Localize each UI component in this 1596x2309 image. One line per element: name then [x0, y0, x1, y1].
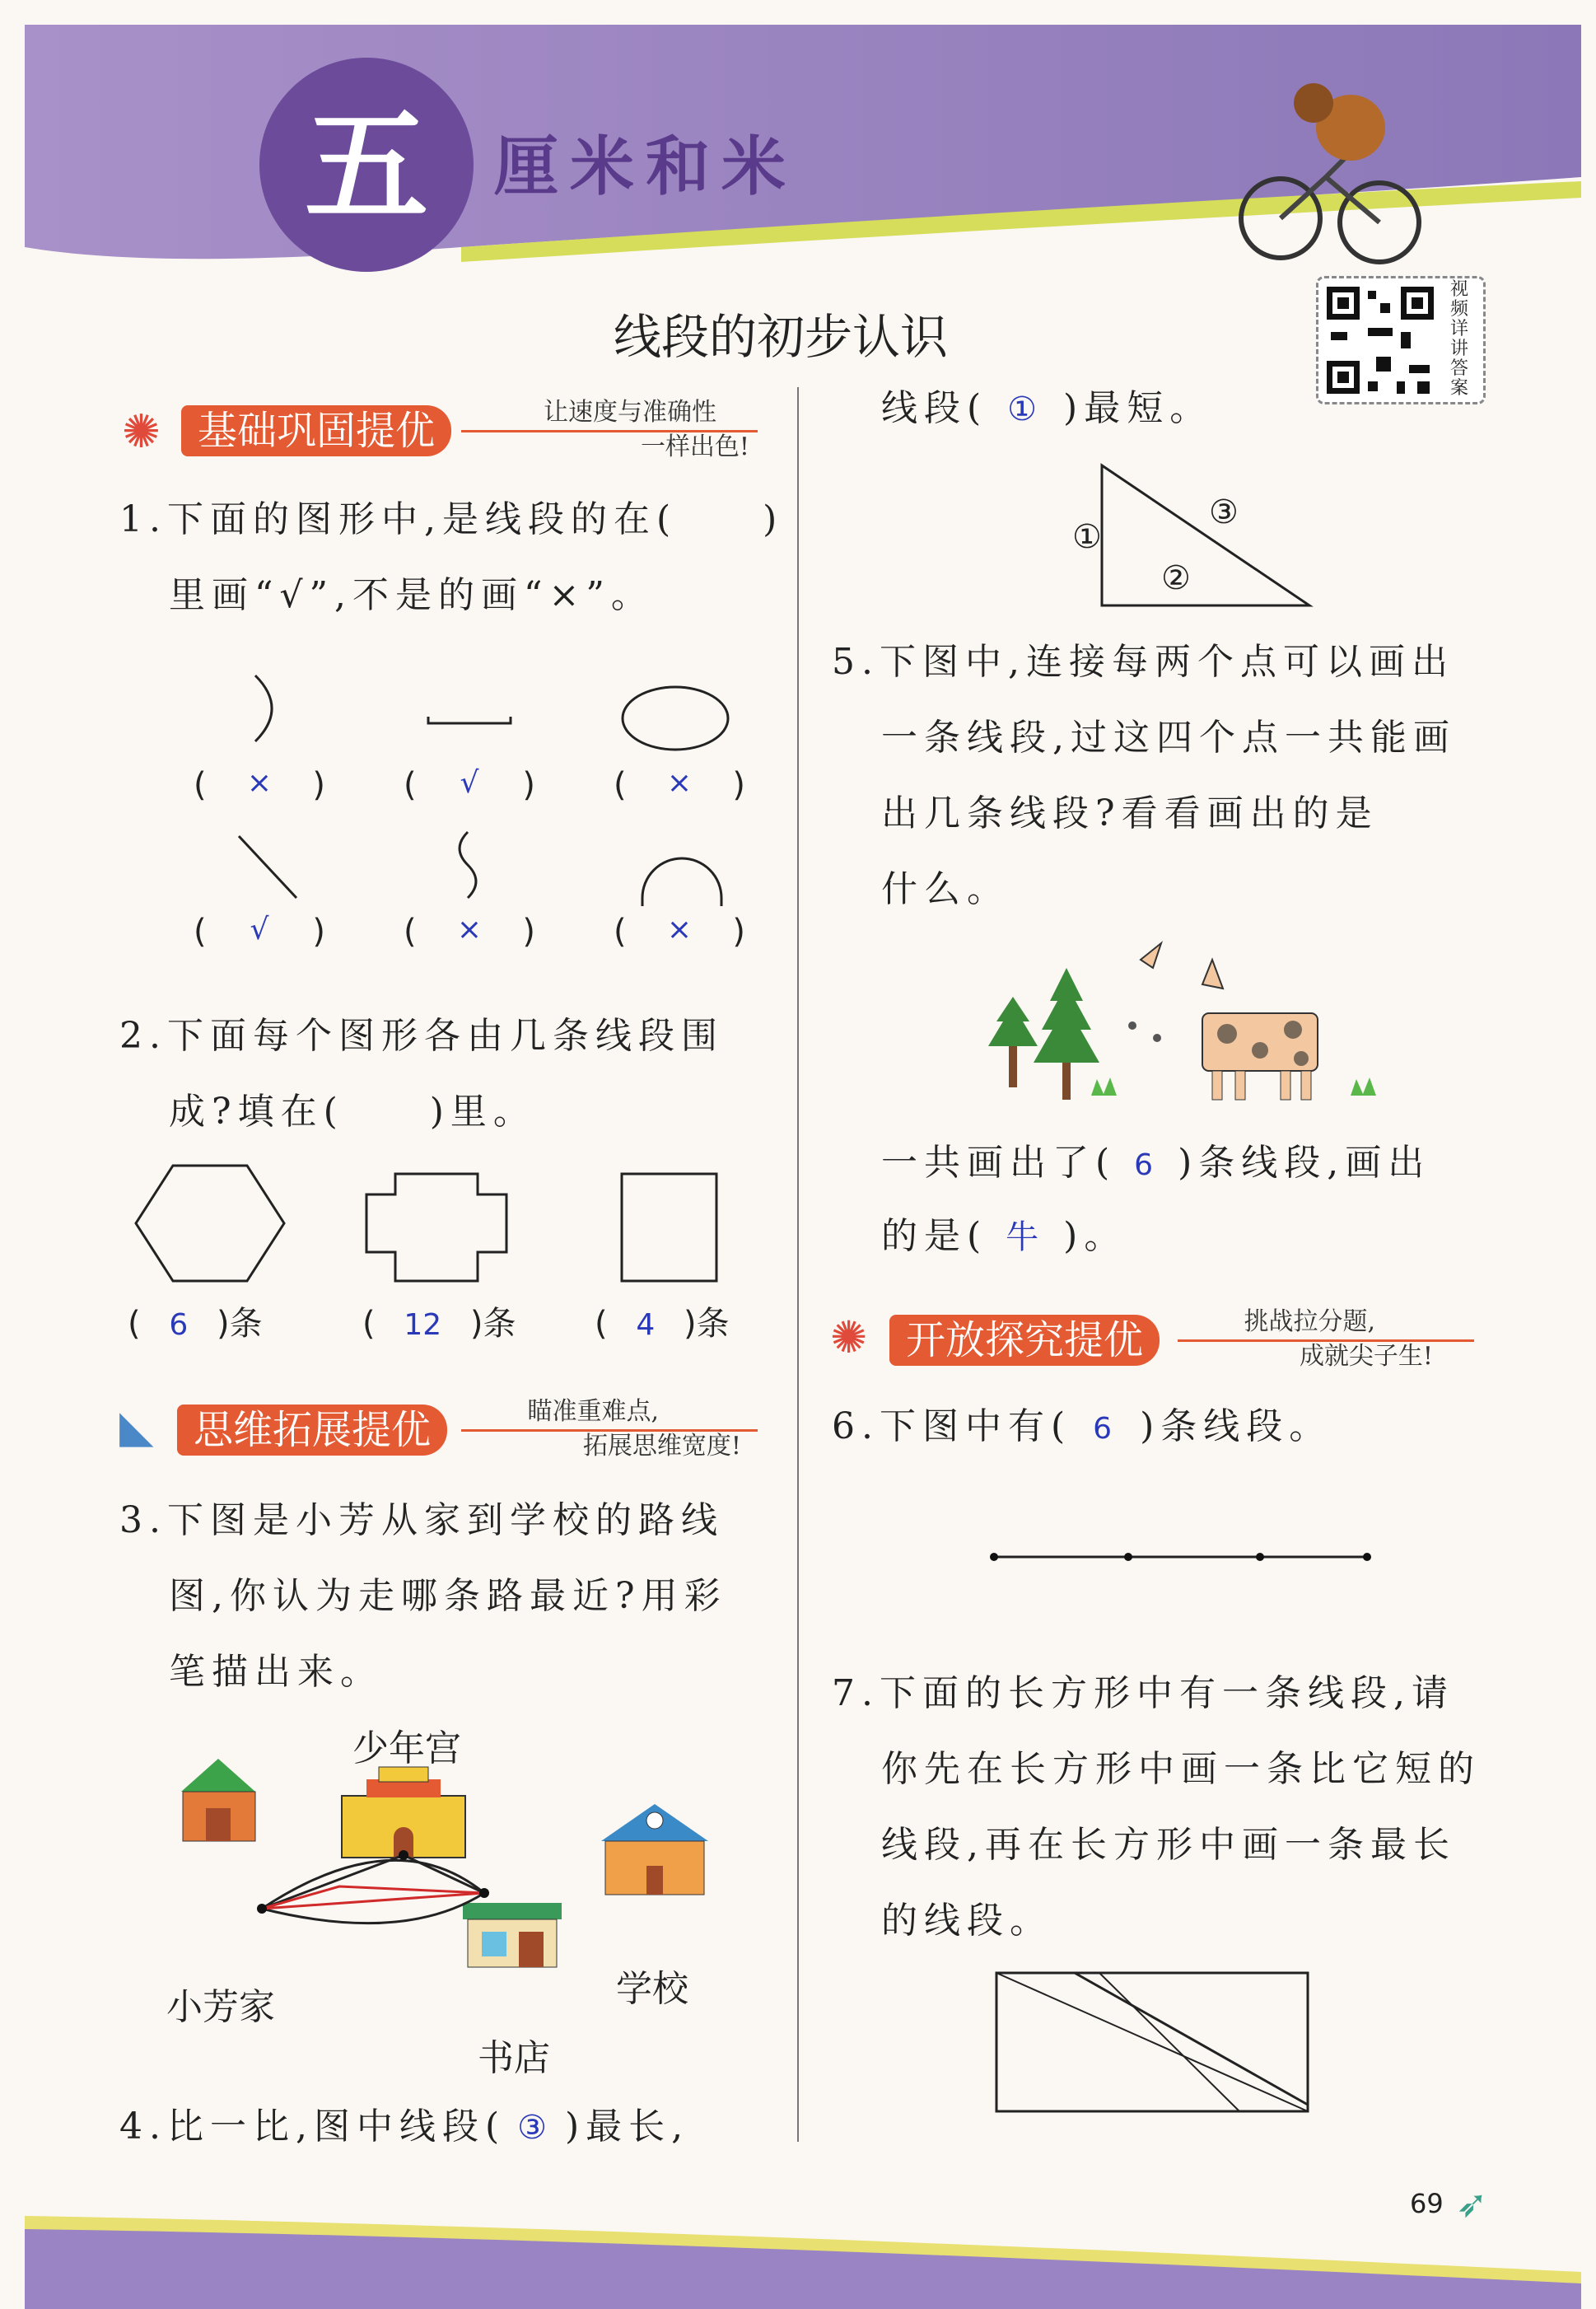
section-basic-motto1: 让速度与准确性 [544, 398, 716, 427]
label-youth-palace: 少年宫 [352, 1727, 461, 1769]
section-open-motto1: 挑战拉分题, [1244, 1307, 1375, 1336]
page-number: 69 [1410, 2188, 1444, 2219]
q2-suffix-1: 条 [229, 1305, 263, 1343]
bookstore-icon [463, 1903, 562, 1967]
section-thinking-motto1: 瞄准重难点, [527, 1397, 659, 1426]
q2-hexagon [136, 1166, 284, 1281]
q2-rectangle [622, 1174, 716, 1281]
qr-code[interactable] [1316, 276, 1486, 404]
q4-mark-2: ② [1161, 559, 1191, 597]
q2-suffix-2: 条 [483, 1305, 516, 1343]
q1-answer-2: √ [460, 766, 479, 800]
q4-line1-post: )最长, [565, 2106, 690, 2148]
pine-tree-icon-2 [1034, 968, 1099, 1100]
q1-paren-2: ( √ ) [404, 766, 535, 804]
q5-line3: 出几条线段?看看画出的是 [881, 792, 1379, 834]
q5-ans-mid: )条线段,画出 [1178, 1142, 1431, 1184]
q1-answer-1: × [246, 766, 273, 800]
q1-answer-5: × [456, 913, 483, 947]
cow-icon [1128, 943, 1318, 1100]
label-bookstore: 书店 [478, 2037, 550, 2079]
label-school: 学校 [616, 1968, 688, 2010]
cyclist-illustration [1235, 62, 1433, 276]
q3-line3: 笔描出来。 [169, 1651, 383, 1693]
section-thinking-title: 思维拓展提优 [177, 1405, 447, 1456]
q6-segment-diagram [984, 1545, 1379, 1569]
q2-shapes [132, 1162, 741, 1285]
q1-arc-shape [255, 675, 272, 741]
q1-ellipse-shape [623, 687, 728, 750]
q1-wavy-shape [460, 832, 476, 898]
route-via-store [262, 1893, 484, 1923]
section-basic-motto2: 一样出色! [640, 432, 749, 461]
q2-cross-shape [366, 1174, 506, 1281]
crab-icon: ✺ [830, 1311, 868, 1363]
q5-ans2-post: )。 [1063, 1215, 1127, 1257]
q6-count-answer: 6 [1093, 1412, 1119, 1446]
q4-shortest-answer: ① [1007, 390, 1044, 428]
q7-line2: 你先在长方形中画一条比它短的 [881, 1748, 1481, 1790]
q2-answer-group-2: ( 12 )条 [362, 1305, 516, 1343]
q7-line4: 的线段。 [881, 1900, 1052, 1942]
q7-line3: 线段,再在长方形中画一条最长 [881, 1824, 1456, 1866]
q4-line2-pre: 线段( [881, 387, 988, 429]
q4-mark-1: ① [1072, 518, 1102, 556]
q1-diagonal-segment [239, 836, 296, 898]
q2-answer-1: 6 [169, 1308, 189, 1342]
youth-palace-icon [342, 1767, 465, 1858]
q5-ans2-pre: 的是( [881, 1215, 988, 1257]
q5-count-answer: 6 [1134, 1148, 1160, 1182]
q5-answer-line2 [881, 1199, 1127, 1275]
unit-number: 五 [304, 96, 428, 239]
q1-shapes [165, 659, 774, 956]
label-home: 小芳家 [166, 1986, 275, 2028]
q6-line [832, 1389, 1332, 1467]
grass-icon-2 [1351, 1077, 1376, 1096]
q1-paren-5: ( × ) [404, 913, 535, 951]
q1-answer-4: √ [250, 913, 269, 947]
q4-longest-answer: ③ [517, 2109, 553, 2147]
grass-icon [1091, 1077, 1117, 1096]
q2-answer-2: 12 [404, 1308, 442, 1342]
q2-answer-group-1: ( 6 )条 [128, 1305, 263, 1343]
q1-line1: 1.下面的图形中,是线段的在( ) [119, 498, 784, 540]
qr-label: 视频详讲答案 [1450, 279, 1469, 399]
q4-line1-pre: 4.比一比,图中线段( [119, 2106, 506, 2148]
q1-paren-3: ( × ) [614, 766, 745, 804]
shark-icon: ◣ [119, 1400, 154, 1452]
q1-semicircle-shape [642, 858, 721, 906]
section-thinking-motto2: 拓展思维宽度! [582, 1432, 741, 1461]
q4-line2-post: )最短。 [1063, 387, 1213, 429]
pine-tree-icon [988, 997, 1038, 1087]
q7-rectangle-diagram [992, 1969, 1314, 2117]
q5-ans-pre: 一共画出了( [881, 1142, 1117, 1184]
q6-pre: 6.下图中有( [832, 1405, 1072, 1447]
q1-paren-6: ( × ) [614, 913, 745, 951]
q5-line1: 5.下图中,连接每两个点可以画出 [832, 641, 1454, 683]
q7-line1: 7.下面的长方形中有一条线段,请 [832, 1672, 1454, 1714]
qr-pattern [1318, 278, 1442, 402]
q4-mark-3: ③ [1209, 493, 1239, 531]
section-open-title: 开放探究提优 [889, 1315, 1160, 1366]
column-divider [797, 387, 799, 2142]
q4-triangle [1046, 457, 1326, 614]
q5-picture [955, 939, 1416, 1112]
q1-paren-1: ( × ) [194, 766, 325, 804]
q1-answer-6: × [666, 913, 693, 947]
q1-segment-shape [428, 717, 511, 723]
q3-line2: 图,你认为走哪条路最近?用彩 [169, 1575, 727, 1617]
q1-paren-4: ( √ ) [194, 913, 325, 951]
section-basic-title: 基础巩固提优 [181, 405, 451, 456]
footer-band [0, 2208, 1596, 2309]
q2-line2: 成?填在( )里。 [169, 1091, 536, 1133]
q2-suffix-3: 条 [696, 1305, 730, 1343]
q1-answer-3: × [666, 766, 693, 800]
unit-title: 厘米和米 [494, 130, 798, 204]
q5-line2: 一条线段,过这四个点一共能画 [881, 717, 1456, 759]
q6-post: )条线段。 [1140, 1405, 1332, 1447]
q2-line1: 2.下面每个图形各由几条线段围 [119, 1015, 724, 1057]
home-icon [181, 1759, 255, 1841]
q4-line1 [119, 2089, 689, 2166]
q2-answer-group-3: ( 4 )条 [595, 1305, 730, 1343]
q3-line1: 3.下图是小芳从家到学校的路线 [119, 1499, 724, 1541]
q5-line4: 什么。 [881, 868, 1010, 910]
q1-line2: 里画“√”,不是的画“×”。 [169, 574, 654, 616]
section-open-motto2: 成就尖子生! [1299, 1342, 1433, 1371]
q5-answer-line1 [881, 1125, 1430, 1204]
q4-line2 [881, 371, 1212, 447]
school-icon [601, 1804, 708, 1895]
q5-animal-answer: 牛 [1006, 1218, 1046, 1256]
page-title: 线段的初步认识 [614, 309, 949, 365]
dolphin-icon: ➶ [1456, 2181, 1488, 2226]
octopus-icon: ✺ [122, 405, 161, 459]
q2-answer-3: 4 [636, 1308, 656, 1342]
